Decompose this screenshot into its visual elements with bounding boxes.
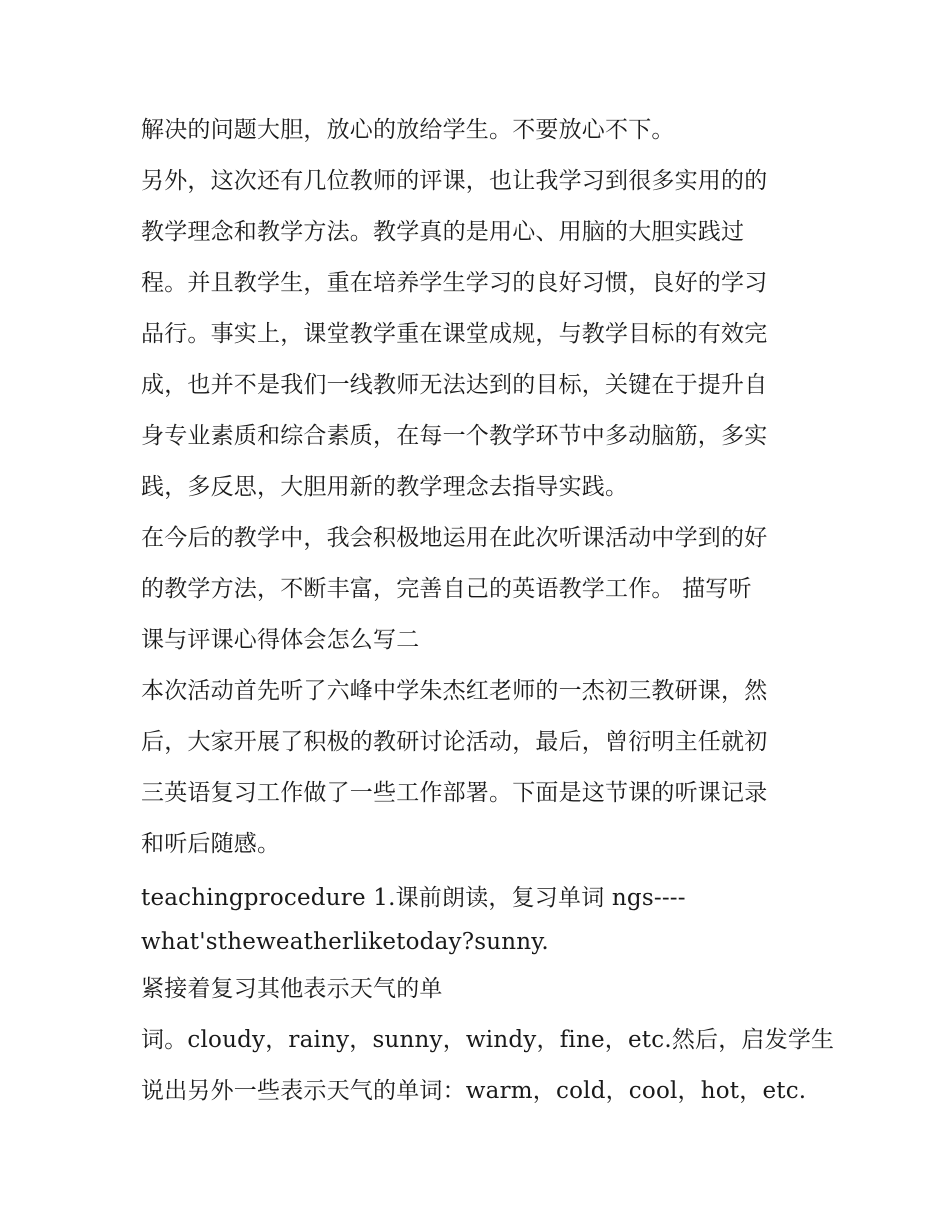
text-line: 的教学方法，不断丰富，完善自己的英语教学工作。 描写听 bbox=[141, 576, 752, 602]
text-line: 紧接着复习其他表示天气的单 bbox=[141, 976, 443, 1002]
text-line: 品行。事实上，课堂教学重在课堂成规，与教学目标的有效完 bbox=[141, 321, 768, 347]
text-line: 另外，这次还有几位教师的评课，也让我学习到很多实用的的 bbox=[141, 168, 768, 194]
text-line: 践，多反思，大胆用新的教学理念去指导实践。 bbox=[141, 474, 629, 500]
document-page bbox=[141, 105, 835, 1117]
text-line: 后，大家开展了积极的教研讨论活动，最后，曾衍明主任就初 bbox=[141, 729, 768, 755]
text-line: 程。并且教学生，重在培养学生学习的良好习惯，良好的学习 bbox=[141, 270, 768, 296]
text-line: 解决的问题大胆，放心的放给学生。不要放心不下。 bbox=[141, 117, 675, 143]
text-line: 教学理念和教学方法。教学真的是用心、用脑的大胆实践过 bbox=[141, 219, 745, 245]
text-line: 课与评课心得体会怎么写二 bbox=[141, 627, 420, 653]
text-line: 本次活动首先听了六峰中学朱杰红老师的一杰初三教研课，然 bbox=[141, 678, 768, 704]
text-line: 和听后随感。 bbox=[141, 831, 281, 857]
text-line: 在今后的教学中，我会积极地运用在此次听课活动中学到的好 bbox=[141, 525, 768, 551]
text-line: 词。cloudy，rainy，sunny，windy，fine，etc.然后，启发学生 bbox=[141, 1027, 835, 1053]
text-line: 身专业素质和综合素质，在每一个教学环节中多动脑筋，多实 bbox=[141, 423, 768, 449]
text-line: 三英语复习工作做了一些工作部署。下面是这节课的听课记录 bbox=[141, 780, 768, 806]
text-line: what'stheweatherliketoday?sunny. bbox=[141, 929, 549, 955]
text-line: teachingprocedure 1.课前朗读，复习单词 ngs---- bbox=[141, 885, 686, 911]
text-line: 说出另外一些表示天气的单词：warm，cold，cool，hot，etc. bbox=[141, 1078, 807, 1104]
text-line: 成，也并不是我们一线教师无法达到的目标，关键在于提升自 bbox=[141, 372, 768, 398]
